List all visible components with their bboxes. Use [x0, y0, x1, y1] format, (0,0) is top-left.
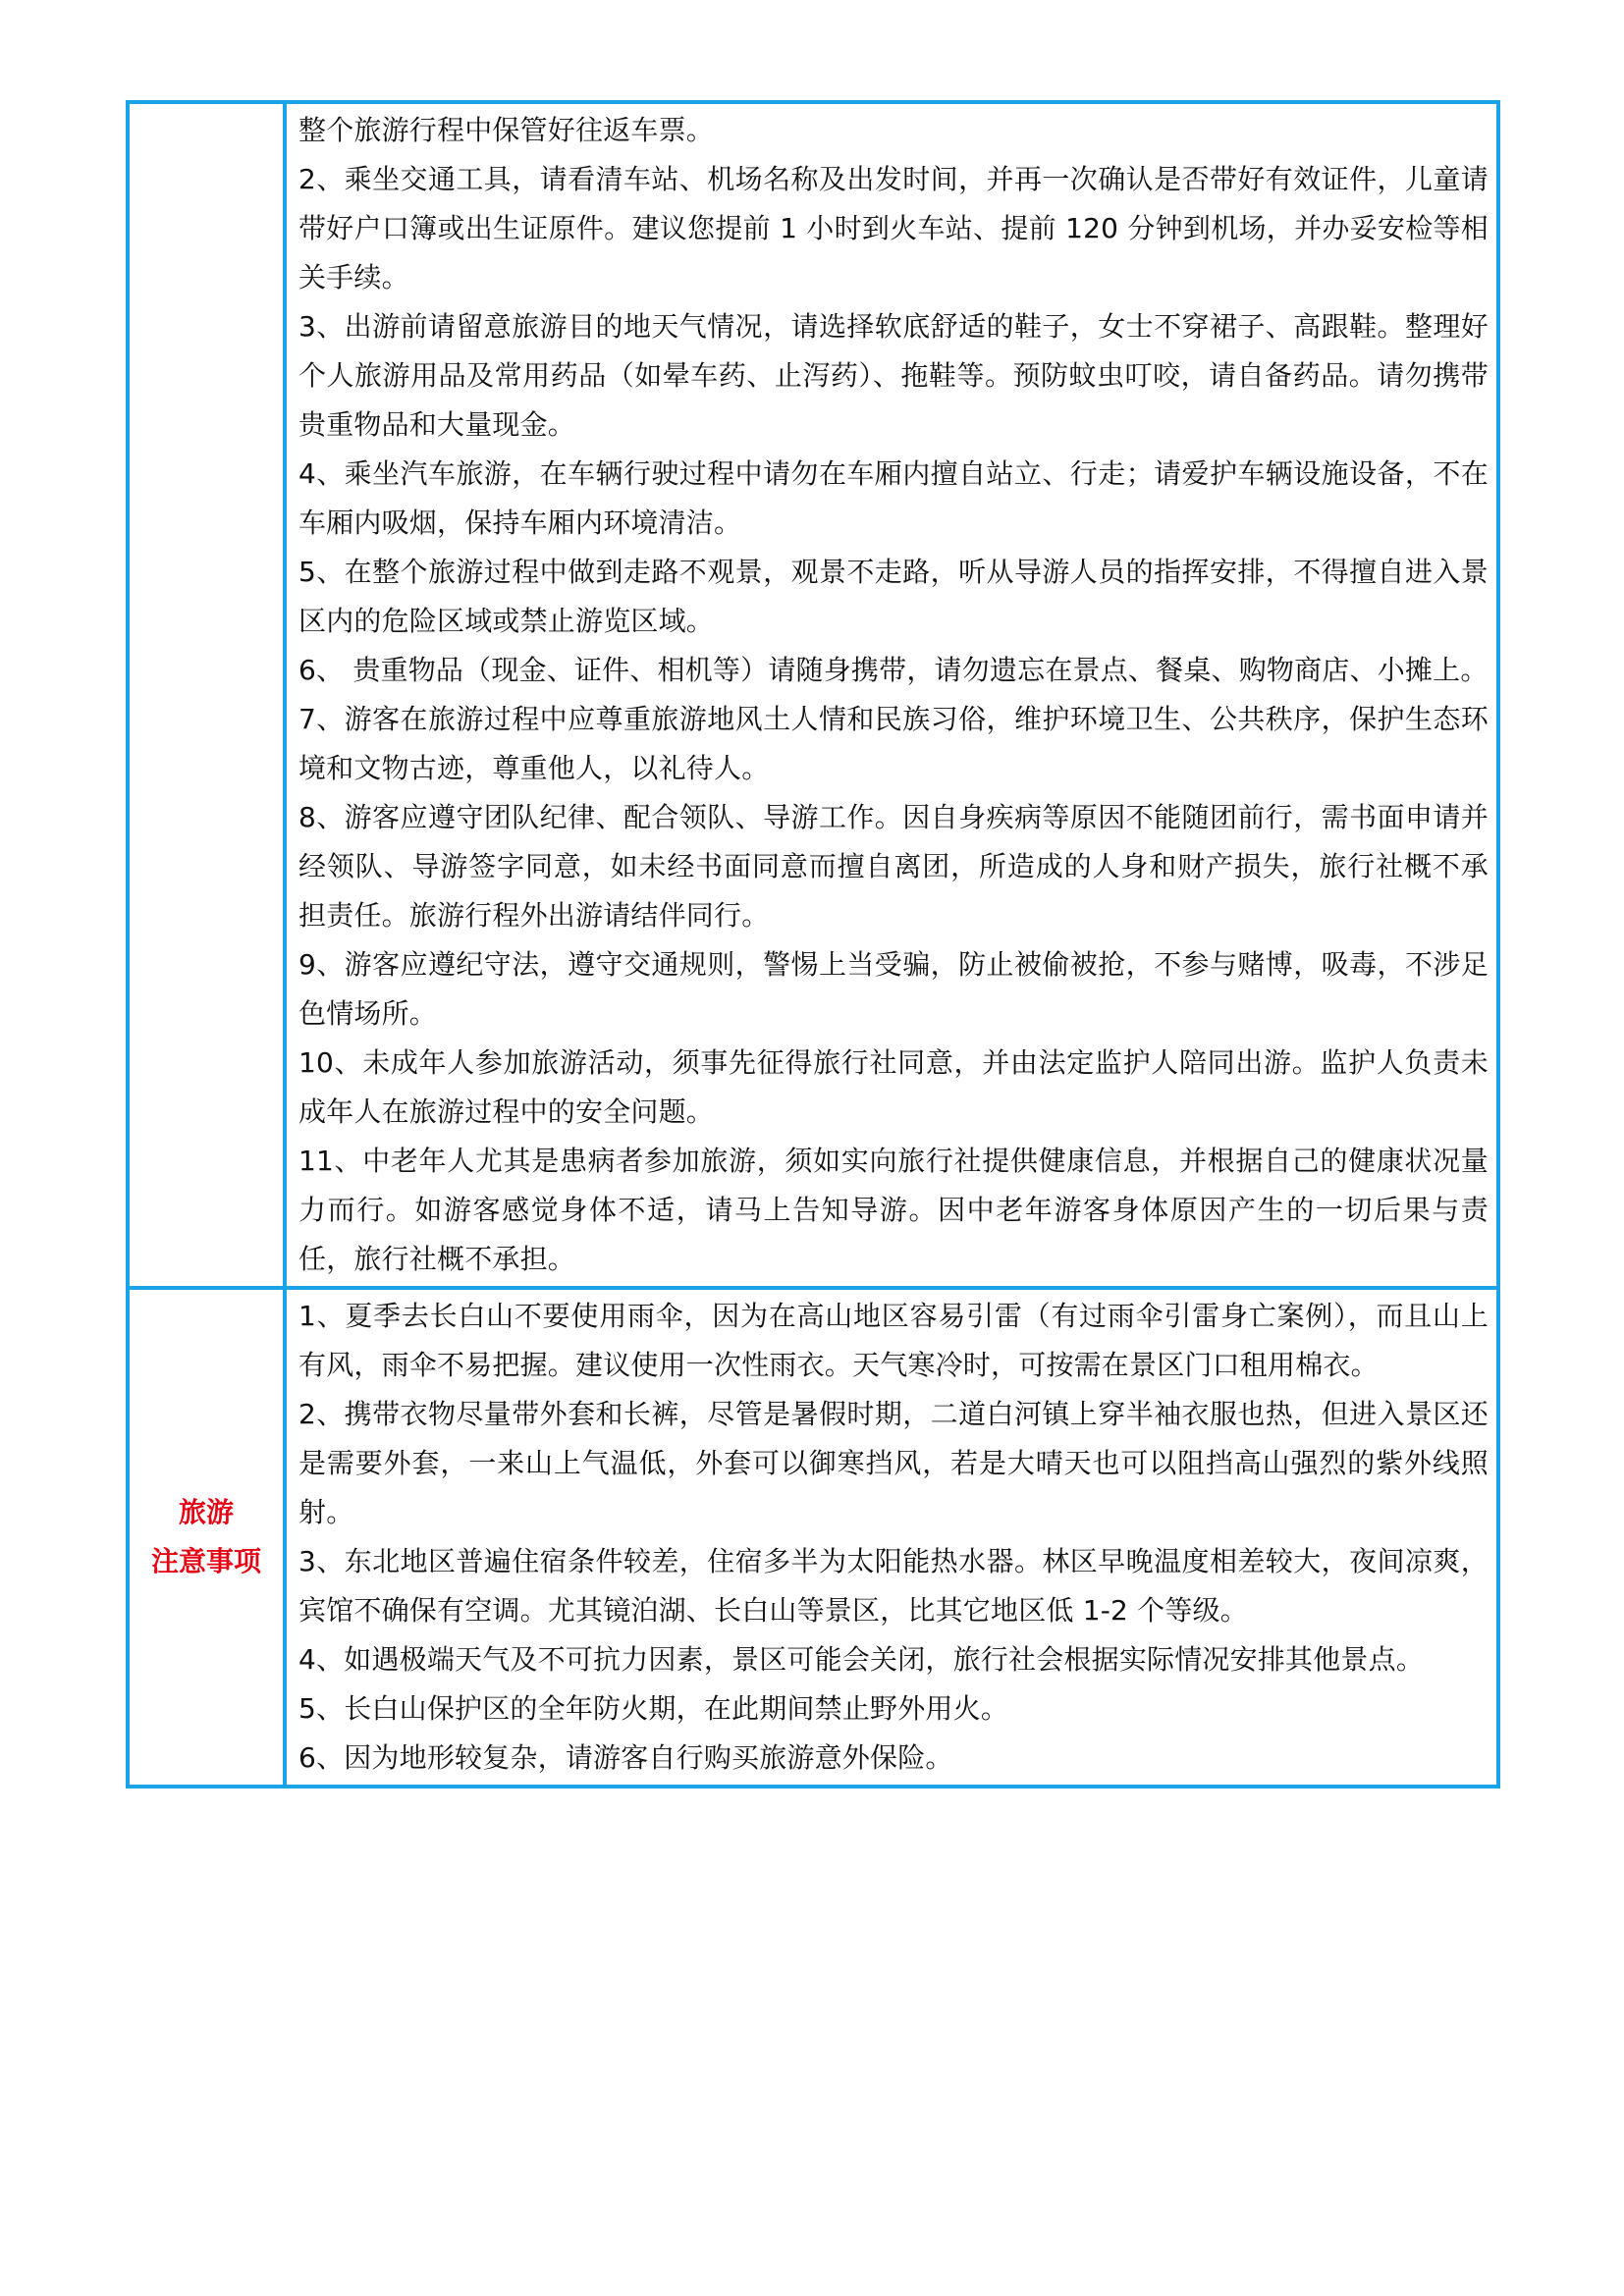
paragraph: 11、中老年人尤其是患病者参加旅游，须如实向旅行社提供健康信息，并根据自己的健康状况量力而行。如游客感觉身体不适，请马上告知导游。因中老年游客身体原因产生的一切后果与责任，旅行社概不承担。	[298, 1145, 1489, 1275]
section2-label-cell	[128, 1288, 285, 1787]
paragraph: 9、游客应遵纪守法，遵守交通规则，警惕上当受骗，防止被偷被抢，不参与赌博，吸毒，不涉足色情场所。	[298, 948, 1489, 1030]
paragraph: 7、游客在旅游过程中应尊重旅游地风土人情和民族习俗，维护环境卫生、公共秩序，保护生态环境和文物古迹，尊重他人，以礼待人。	[298, 703, 1489, 784]
paragraph: 3、东北地区普遍住宿条件较差，住宿多半为太阳能热水器。林区早晚温度相差较大，夜间凉爽，宾馆不确保有空调。尤其镜泊湖、长白山等景区，比其它地区低 1-2 个等级。	[298, 1545, 1489, 1627]
paragraph: 5、在整个旅游过程中做到走路不观景，观景不走路，听从导游人员的指挥安排，不得擅自进入景区内的危险区域或禁止游览区域。	[298, 556, 1489, 637]
section2-label-line2: 注意事项	[150, 1545, 261, 1577]
paragraph: 2、携带衣物尽量带外套和长裤，尽管是暑假时期，二道白河镇上穿半袖衣服也热，但进入景区还是需要外套，一来山上气温低，外套可以御寒挡风，若是大晴天也可以阻挡高山强烈的紫外线照射。	[298, 1398, 1489, 1528]
table-row-travel-notes	[128, 1288, 1498, 1787]
paragraph: 4、如遇极端天气及不可抗力因素，景区可能会关闭，旅行社会根据实际情况安排其他景点。	[298, 1643, 1425, 1676]
paragraph: 8、游客应遵守团队纪律、配合领队、导游工作。因自身疾病等原因不能随团前行，需书面申请并经领队、导游签字同意，如未经书面同意而擅自离团，所造成的人身和财产损失，旅行社概不承担责任。旅游行程外出游请结伴同行。	[298, 801, 1489, 932]
paragraph: 2、乘坐交通工具，请看清车站、机场名称及出发时间，并再一次确认是否带好有效证件，儿童请带好户口簿或出生证原件。建议您提前 1 小时到火车站、提前 120 分钟到机场，并办妥安检等相关手续。	[298, 163, 1489, 294]
section2-label-line1: 旅游	[178, 1496, 234, 1528]
paragraph: 3、出游前请留意旅游目的地天气情况，请选择软底舒适的鞋子，女士不穿裙子、高跟鞋。整理好个人旅游用品及常用药品（如晕车药、止泻药）、拖鞋等。预防蚊虫叮咬，请自备药品。请勿携带贵重物品和大量现金。	[298, 310, 1489, 441]
table-row-safety	[128, 102, 1498, 1288]
paragraph: 4、乘坐汽车旅游，在车辆行驶过程中请勿在车厢内擅自站立、行走；请爱护车辆设施设备，不在车厢内吸烟，保持车厢内环境清洁。	[298, 457, 1489, 539]
paragraph: 10、未成年人参加旅游活动，须事先征得旅行社同意，并由法定监护人陪同出游。监护人负责未成年人在旅游过程中的安全问题。	[298, 1046, 1489, 1128]
paragraph: 6、 贵重物品（现金、证件、相机等）请随身携带，请勿遗忘在景点、餐桌、购物商店、小摊上。	[298, 654, 1489, 686]
notes-table	[126, 100, 1500, 1789]
section1-content	[285, 102, 1498, 1288]
paragraph: 5、长白山保护区的全年防火期，在此期间禁止野外用火。	[298, 1692, 1009, 1725]
section1-label-cell	[128, 102, 285, 1288]
paragraph: 6、因为地形较复杂，请游客自行购买旅游意外保险。	[298, 1741, 953, 1774]
paragraph: 1、夏季去长白山不要使用雨伞，因为在高山地区容易引雷（有过雨伞引雷身亡案例），而且山上有风，雨伞不易把握。建议使用一次性雨衣。天气寒冷时，可按需在景区门口租用棉衣。	[298, 1300, 1489, 1381]
paragraph: 整个旅游行程中保管好往返车票。	[298, 114, 715, 146]
section2-content	[285, 1288, 1498, 1787]
